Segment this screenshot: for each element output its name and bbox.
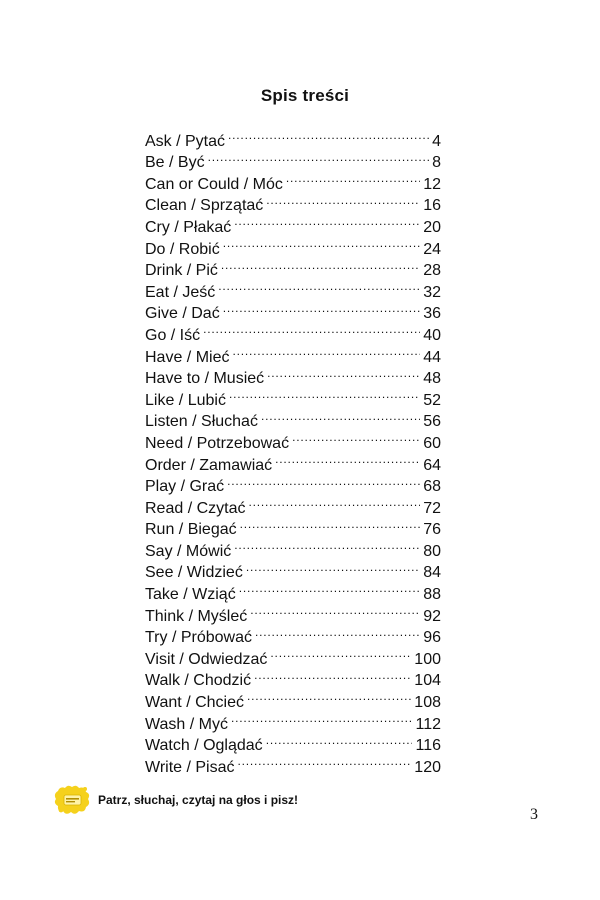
toc-entry-title: Read / Czytać [145,499,246,517]
toc-entry-title: Be / Być [145,154,205,172]
toc-dot-leader [240,513,421,535]
toc-dot-leader [203,318,420,340]
toc-entry-title: Play / Grać [145,478,225,496]
toc-entry-page: 16 [423,197,441,215]
toc-dot-leader [218,275,420,297]
table-of-contents [145,124,441,776]
toc-entry-title: Can or Could / Móc [145,175,283,193]
toc-entry-title: Eat / Jeść [145,283,216,301]
toc-entry-page: 92 [423,607,441,625]
toc-entry-title: Walk / Chodzić [145,672,252,690]
toc-entry-page: 72 [423,499,441,517]
toc-dot-leader [223,297,421,319]
toc-entry-title: Cry / Płakać [145,218,232,236]
toc-dot-leader [239,577,421,599]
toc-entry-title: Ask / Pytać [145,132,226,150]
toc-entry-page: 88 [423,586,441,604]
toc-entry-page: 48 [423,370,441,388]
toc-entry-title: Give / Dać [145,305,220,323]
toc-entry-title: Visit / Odwiedzać [145,650,268,668]
toc-entry-page: 32 [423,283,441,301]
toc-entry-page: 76 [423,521,441,539]
toc-entry-title: Want / Chcieć [145,694,244,712]
toc-dot-leader [238,750,412,772]
toc-dot-leader [208,146,430,168]
toc-entry-title: Have to / Musieć [145,370,265,388]
toc-dot-leader [221,254,420,276]
toc-entry-page: 20 [423,218,441,236]
toc-entry-title: Have / Mieć [145,348,230,366]
toc-dot-leader [231,707,413,729]
toc-dot-leader [227,470,420,492]
toc-dot-leader [234,534,420,556]
toc-dot-leader [247,685,411,707]
toc-entry-page: 96 [423,629,441,647]
toc-dot-leader [255,621,420,643]
toc-entry-page: 4 [432,132,441,150]
toc-entry-title: Like / Lubić [145,391,226,409]
toc-dot-leader [292,426,420,448]
footer [52,783,298,817]
toc-dot-leader [246,556,420,578]
page-number: 3 [530,806,538,823]
toc-entry-page: 12 [423,175,441,193]
toc-entry-page: 52 [423,391,441,409]
toc-entry-page: 44 [423,348,441,366]
toc-entry-page: 8 [432,154,441,172]
toc-entry-title: Say / Mówić [145,542,232,560]
toc-entry-title: Write / Pisać [145,758,235,776]
toc-dot-leader [266,729,413,751]
toc-entry-title: Watch / Oglądać [145,737,263,755]
toc-dot-leader [248,491,420,513]
toc-entry-page: 116 [415,737,441,755]
toc-entry-page: 36 [423,305,441,323]
toc-entry-title: See / Widzieć [145,564,243,582]
toc-entry-page: 104 [414,672,441,690]
toc-dot-leader [261,405,420,427]
toc-entry-title: Run / Biegać [145,521,237,539]
footer-text: Patrz, słuchaj, czytaj na głos i pisz! [98,793,299,807]
toc-dot-leader [229,383,420,405]
toc-entry-page: 112 [415,715,441,733]
toc-entry-page: 108 [414,694,441,712]
toc-dot-leader [232,340,420,362]
toc-entry-page: 60 [423,434,441,452]
toc-entry-page: 64 [423,456,441,474]
toc-entry-title: Drink / Pić [145,262,218,280]
toc-entry-title: Think / Myśleć [145,607,248,625]
puzzle-logo-icon [52,783,92,817]
toc-entry-title: Do / Robić [145,240,220,258]
toc-entry-title: Try / Próbować [145,629,252,647]
toc-dot-leader [267,362,420,384]
toc-dot-leader [266,189,420,211]
toc-dot-leader [270,642,411,664]
toc-entry-page: 84 [423,564,441,582]
toc-entry-page: 24 [423,240,441,258]
toc-entry-title: Take / Wziąć [145,586,236,604]
toc-dot-leader [228,124,429,146]
toc-entry [145,124,441,150]
toc-entry-title: Clean / Sprzątać [145,197,264,215]
toc-entry-page: 80 [423,542,441,560]
toc-entry-page: 100 [414,650,441,668]
toc-entry-page: 56 [423,413,441,431]
toc-entry-page: 68 [423,478,441,496]
toc-entry-title: Need / Potrzebować [145,434,290,452]
toc-dot-leader [223,232,421,254]
toc-entry-page: 40 [423,326,441,344]
toc-entry-title: Listen / Słuchać [145,413,258,431]
toc-entry-title: Go / Iść [145,326,201,344]
toc-dot-leader [275,448,420,470]
toc-dot-leader [250,599,420,621]
toc-entry-page: 28 [423,262,441,280]
toc-dot-leader [254,664,411,686]
page-title: Spis treści [260,86,350,105]
toc-entry-title: Order / Zamawiać [145,456,273,474]
toc-entry-title: Wash / Myć [145,715,228,733]
toc-dot-leader [286,167,420,189]
toc-entry-page: 120 [414,758,441,776]
toc-dot-leader [234,210,420,232]
